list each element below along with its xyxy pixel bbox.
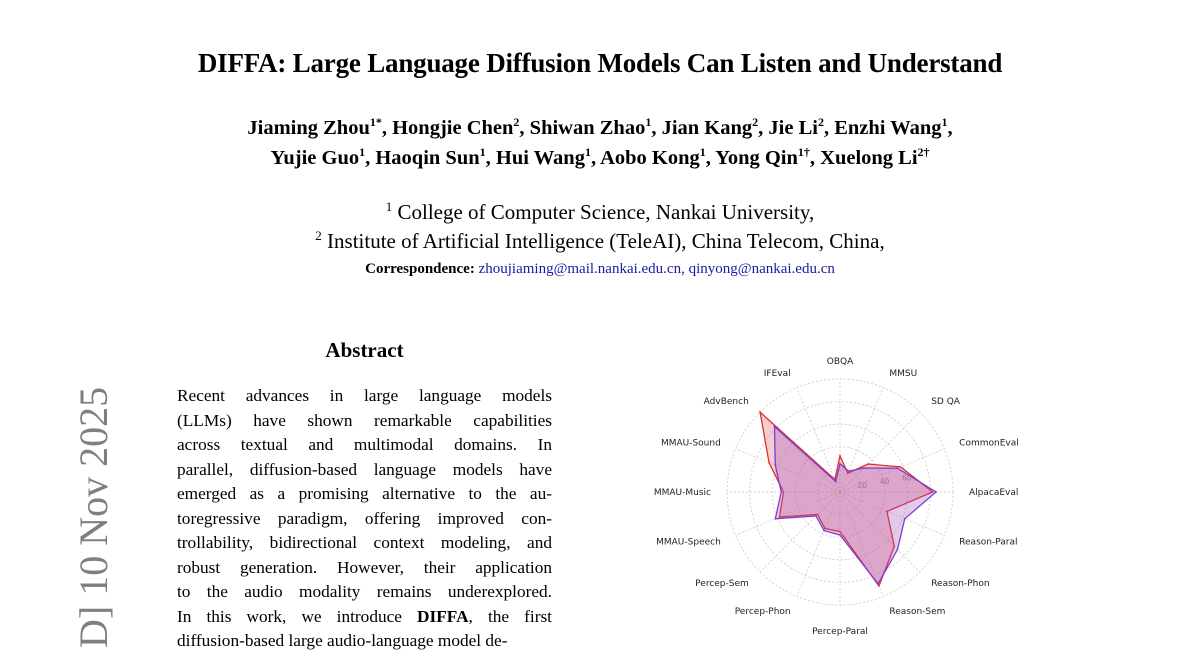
radar-axis-label: Reason-Paral — [959, 537, 1018, 548]
author-name: Yujie Guo — [270, 146, 360, 169]
radar-point — [904, 518, 906, 520]
paper-title: DIFFA: Large Language Diffusion Models Can Listen and Understand — [197, 48, 1003, 78]
radar-point — [935, 491, 937, 493]
radar-point — [877, 583, 879, 585]
radar-axis-label: AlpacaEval — [969, 488, 1019, 498]
abstract-line: robust generation. However, their application — [177, 557, 552, 577]
author-affiliation-marker: 2 — [817, 115, 824, 129]
abstract-heading: Abstract — [325, 338, 404, 362]
author-affiliation-marker: 1 — [584, 145, 591, 159]
author-separator: , — [947, 116, 953, 139]
abstract-line: trollability, bidirectional context modeling, and — [177, 533, 552, 552]
affiliation-2 — [0, 228, 1200, 254]
abstract-line: diffusion-based large audio-language model de- — [177, 631, 508, 650]
author-affiliation-marker: 1† — [797, 145, 810, 159]
radar-axis-label: MMAU-Sound — [660, 438, 721, 449]
radar-point — [848, 470, 850, 472]
radar-axis-label: SD QA — [931, 396, 960, 407]
abstract-line: emerged as a promising alternative to the au- — [177, 484, 552, 503]
radar-axis-label: CommonEval — [959, 438, 1019, 449]
author-affiliation-marker: 1 — [941, 115, 948, 129]
radar-point — [768, 462, 770, 464]
author-separator: , — [519, 116, 530, 139]
author-name: Yong Qin — [715, 146, 798, 169]
author-affiliation-marker: 2† — [917, 145, 930, 159]
authors-line-1 — [0, 115, 1200, 140]
radar-point — [823, 530, 825, 532]
author-name: Enzhi Wang — [834, 116, 942, 139]
authors-line-2 — [0, 145, 1200, 170]
author-affiliation-marker: 1 — [645, 115, 652, 129]
radar-axis-label: MMSU — [889, 368, 918, 379]
correspondence-emails[interactable]: zhoujiaming@mail.nankai.edu.cn, qinyong@nankai.edu.cn — [478, 261, 835, 277]
abstract-line: parallel, diffusion-based language models have — [177, 459, 552, 479]
abstract-line: across textual and multimodal domains. In — [177, 435, 552, 454]
author-separator: , — [365, 146, 376, 169]
author-affiliation-marker: 2 — [513, 115, 520, 129]
radar-axis-label: OBQA — [826, 357, 854, 367]
author-separator: , — [381, 116, 393, 139]
radar-axis-label: MMAU-Music — [653, 488, 711, 498]
radar-axis-label: IFEval — [763, 368, 791, 379]
radar-axis-label: Percep-Sem — [695, 579, 749, 590]
radar-series-area — [774, 426, 936, 583]
author-affiliation-marker: 1 — [699, 145, 706, 159]
radar-point — [839, 463, 841, 465]
author-affiliation-marker: 1 — [479, 145, 486, 159]
author-name: Hui Wang — [495, 146, 585, 169]
radar-point — [897, 467, 899, 469]
author-name: Hongjie Chen — [392, 116, 514, 139]
radar-axis-label: Percep-Phon — [734, 607, 791, 618]
radar-point — [900, 466, 902, 468]
correspondence-label: Correspondence: — [365, 261, 475, 277]
author-name: Aobo Kong — [600, 146, 700, 169]
author-separator: , — [651, 116, 662, 139]
radar-chart — [640, 330, 1040, 648]
radar-point — [839, 534, 841, 536]
radar-point — [878, 585, 880, 587]
radar-point — [897, 549, 899, 551]
abstract-line: toregressive paradigm, offering improved con- — [177, 508, 552, 528]
radar-point — [774, 464, 776, 466]
author-name: Jiaming Zhou — [247, 116, 370, 139]
radar-point — [867, 463, 869, 465]
radar-point — [774, 426, 776, 428]
radar-point — [774, 518, 776, 520]
radar-axis-label: MMAU-Speech — [656, 537, 721, 548]
abstract-line: In this work, we introduce DIFFA, the first — [177, 606, 552, 626]
author-name: Haoqin Sun — [375, 146, 480, 169]
author-separator: , — [485, 146, 496, 169]
author-separator: , — [590, 146, 601, 169]
author-separator: , — [758, 116, 769, 139]
abstract-body — [177, 384, 552, 654]
radar-point — [759, 411, 761, 413]
radar-axis-label: Reason-Phon — [931, 579, 990, 590]
author-name: Jie Li — [768, 116, 818, 139]
abstract-line: Recent advances in large language models — [177, 386, 552, 405]
correspondence — [0, 261, 1200, 278]
affiliation-1-marker: 1 — [385, 199, 393, 214]
abstract-bold-word: DIFFA — [417, 606, 469, 626]
author-separator: , — [823, 116, 835, 139]
affiliation-2-text: Institute of Artificial Intelligence (TeleAI), China Telecom, China, — [327, 229, 885, 253]
radar-axis-label: AdvBench — [703, 396, 749, 407]
radar-point — [815, 515, 817, 517]
radar-point — [835, 481, 837, 483]
radar-point — [780, 491, 782, 493]
affiliation-2-marker: 2 — [315, 228, 322, 243]
radar-point — [863, 467, 865, 469]
author-affiliation-marker: 2 — [752, 115, 759, 129]
author-affiliation-marker: 1 — [359, 145, 366, 159]
affiliation-1-text: College of Computer Science, Nankai University, — [397, 200, 815, 224]
radar-point — [839, 455, 841, 457]
author-separator: , — [705, 146, 716, 169]
radar-axis-label: Reason-Sem — [889, 607, 946, 618]
author-name: Xuelong Li — [820, 146, 918, 169]
author-name: Shiwan Zhao — [529, 116, 646, 139]
author-affiliation-marker: 1* — [369, 115, 382, 129]
abstract-line: (LLMs) have shown remarkable capabilities — [177, 410, 552, 430]
affiliation-1 — [0, 199, 1200, 225]
radar-axis-label: Percep-Paral — [812, 627, 868, 637]
abstract-line: to the audio modality remains underexplored. — [177, 582, 552, 601]
arxiv-side-stamp: D] 10 Nov 2025 — [71, 386, 116, 648]
author-name: Jian Kang — [661, 116, 753, 139]
author-separator: , — [809, 146, 821, 169]
